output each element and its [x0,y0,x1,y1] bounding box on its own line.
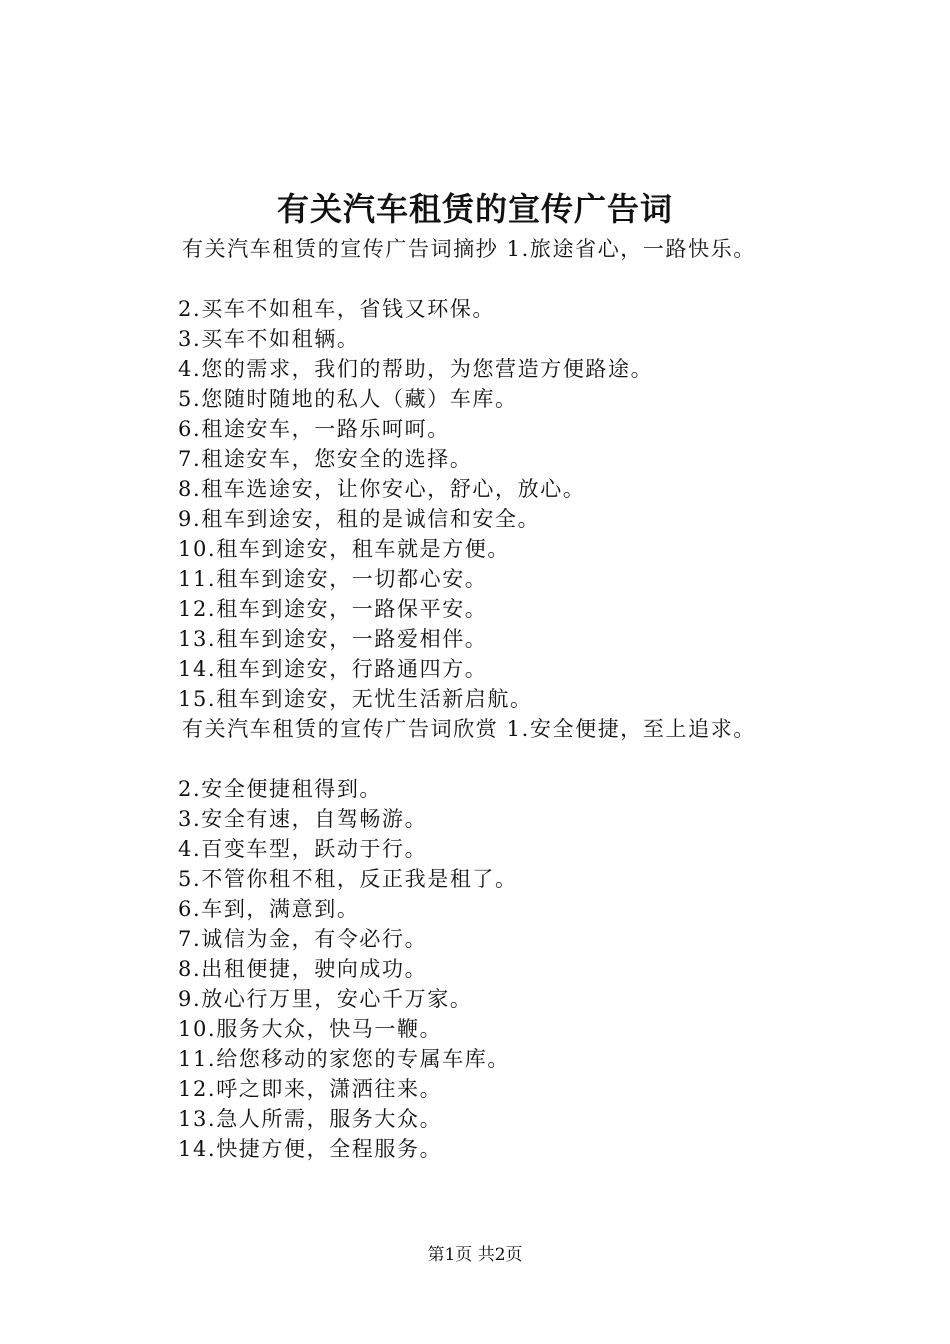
list-item: 10.服务大众，快马一鞭。 [178,1017,443,1041]
list-item: 6.租途安车，一路乐呵呵。 [178,417,450,441]
list-item: 7.租途安车，您安全的选择。 [178,447,473,471]
section1-intro: 有关汽车租赁的宣传广告词摘抄 1.旅途省心，一路快乐。 [182,237,756,261]
list-item: 4.您的需求，我们的帮助，为您营造方便路途。 [178,357,654,381]
list-item: 6.车到，满意到。 [178,897,360,921]
list-item: 7.诚信为金，有令必行。 [178,927,428,951]
blank-line [178,744,898,774]
page-footer: 第1页 共2页 [427,1245,523,1265]
document-title: 有关汽车租赁的宣传广告词 [276,190,673,228]
section2-list [178,774,898,1164]
list-item: 5.您随时随地的私人（藏）车库。 [178,387,518,411]
list-item: 9.放心行万里，安心千万家。 [178,987,473,1011]
list-item: 10.租车到途安，租车就是方便。 [178,537,510,561]
list-item: 5.不管你租不租，反正我是租了。 [178,867,518,891]
list-item: 11.给您移动的家您的专属车库。 [178,1047,510,1071]
list-item: 2.买车不如租车，省钱又环保。 [178,297,496,321]
list-item: 8.出租便捷，驶向成功。 [178,957,428,981]
list-item: 14.租车到途安，行路通四方。 [178,657,488,681]
list-item: 15.租车到途安，无忧生活新启航。 [178,687,533,711]
document-body [178,234,898,1164]
list-item: 12.呼之即来，潇洒往来。 [178,1077,443,1101]
list-item: 2.安全便捷租得到。 [178,777,383,801]
blank-line [178,264,898,294]
section1-list [178,294,898,714]
list-item: 9.租车到途安，租的是诚信和安全。 [178,507,541,531]
list-item: 4.百变车型，跃动于行。 [178,837,428,861]
list-item: 11.租车到途安，一切都心安。 [178,567,488,591]
list-item: 3.安全有速，自驾畅游。 [178,807,428,831]
list-item: 14.快捷方便，全程服务。 [178,1137,443,1161]
list-item: 13.急人所需，服务大众。 [178,1107,443,1131]
list-item: 8.租车选途安，让你安心，舒心，放心。 [178,477,586,501]
list-item: 3.买车不如租辆。 [178,327,360,351]
section2-intro: 有关汽车租赁的宣传广告词欣赏 1.安全便捷，至上追求。 [182,717,756,741]
list-item: 13.租车到途安，一路爱相伴。 [178,627,488,651]
list-item: 12.租车到途安，一路保平安。 [178,597,488,621]
